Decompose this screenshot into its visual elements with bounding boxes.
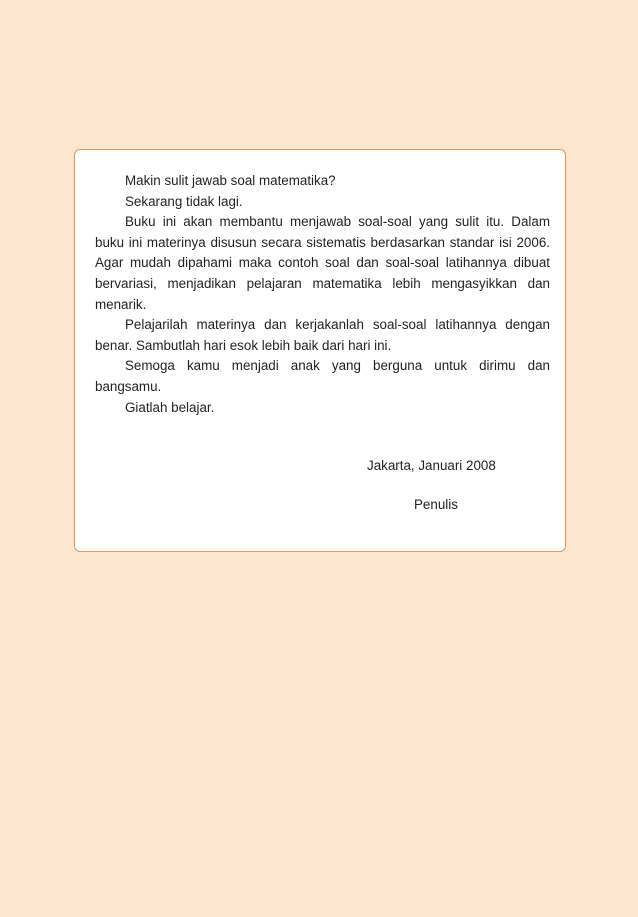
preface-paragraph: Sekarang tidak lagi. xyxy=(125,193,243,209)
place-date: Jakarta, Januari 2008 xyxy=(367,458,496,473)
preface-paragraph: Pelajarilah materinya dan kerjakanlah soal-soal latihannya dengan benar. Sambutlah hari esok lebih baik dari hari ini. xyxy=(95,317,550,353)
preface-paragraph: Giatlah belajar. xyxy=(125,399,215,415)
preface-paragraph: Buku ini akan membantu menjawab soal-soal yang sulit itu. Dalam buku ini materinya disusun secara sistematis berdasarkan standar isi 2006. Agar mudah dipahami maka contoh soal dan soal-soal latihannya dibuat bervariasi, menjadikan pelajaran matematika lebih mengasyikkan dan menarik. xyxy=(95,214,550,312)
author-signature: Penulis xyxy=(414,497,458,512)
preface-body xyxy=(95,171,550,418)
preface-paragraph: Semoga kamu menjadi anak yang berguna untuk dirimu dan bangsamu. xyxy=(95,358,550,394)
preface-card xyxy=(74,149,566,552)
preface-paragraph: Makin sulit jawab soal matematika? xyxy=(125,173,336,188)
